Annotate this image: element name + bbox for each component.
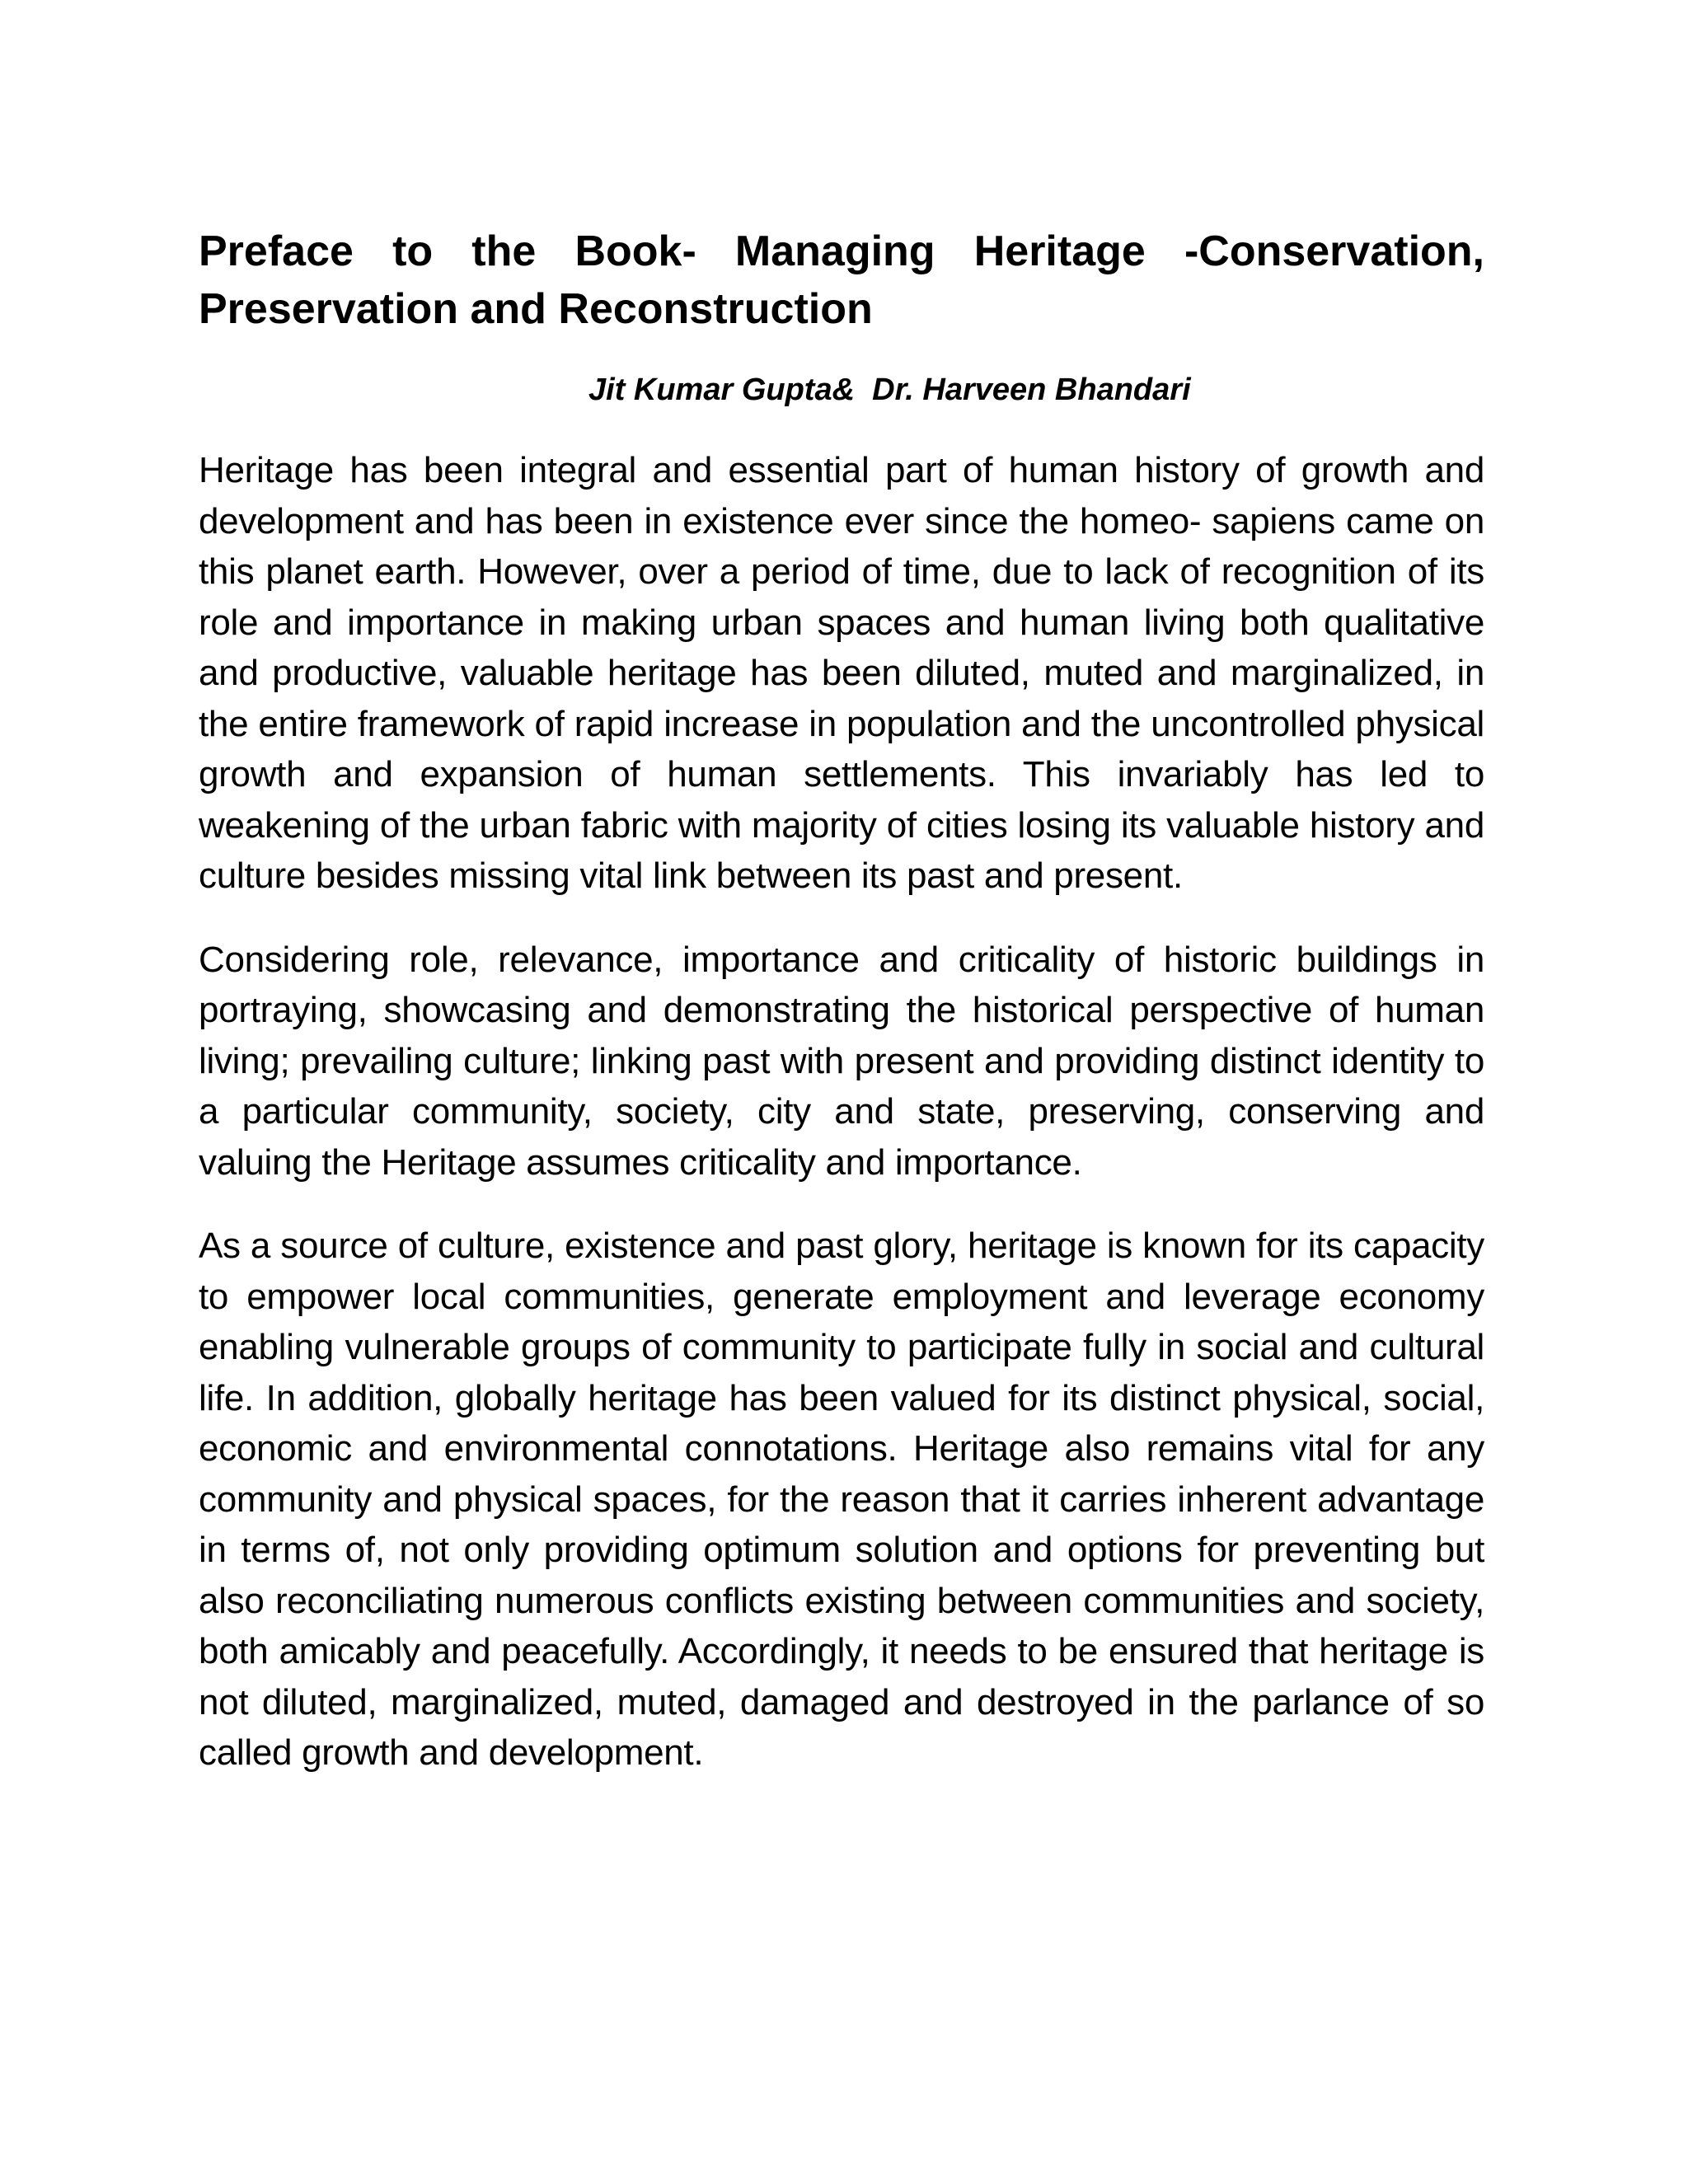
body-paragraph-1: Heritage has been integral and essential part of human history of growth and development and has been in existence ever since the homeo- sapiens came on this planet earth. However, over a period of time, due to lack of recognition of its role and importance in making urban spaces and human living both qualitative and productive, valuable heritage has been diluted, muted and marginalized, in the entire framework of rapid increase in population and the uncontrolled physical growth and expansion of human settlements. This invariably has led to weakening of the urban fabric with majority of cities losing its valuable history and culture besides missing vital link between its past and present. (199, 450, 1484, 896)
body-paragraph-2: Considering role, relevance, importance and criticality of historic buildings in portraying, showcasing and demonstrating the historical perspective of human living; prevailing culture; linking past with present and providing distinct identity to a particular community, society, city and state, preserving, conserving and valuing the Heritage assumes criticality and importance. (199, 939, 1484, 1183)
document-title: Preface to the Book- Managing Heritage -Conservation, Preservation and Reconstruction (199, 227, 1484, 333)
body-paragraph-3: As a source of culture, existence and past glory, heritage is known for its capacity to empower local communities, generate employment and leverage economy enabling vulnerable groups of community to participate fully in social and cultural life. In addition, globally heritage has been valued for its distinct physical, social, economic and environmental connotations. Heritage also remains vital for any community and physical spaces, for the reason that it carries inherent advantage in terms of, not only providing optimum solution and options for preventing but also reconciliating numerous conflicts existing between communities and society, both amicably and peacefully. Accordingly, it needs to be ensured that heritage is not diluted, marginalized, muted, damaged and destroyed in the parlance of so called growth and development. (199, 1226, 1484, 1773)
document-content (199, 223, 1484, 1779)
author-line: Jit Kumar Gupta& Dr. Harveen Bhandari (588, 373, 1191, 407)
